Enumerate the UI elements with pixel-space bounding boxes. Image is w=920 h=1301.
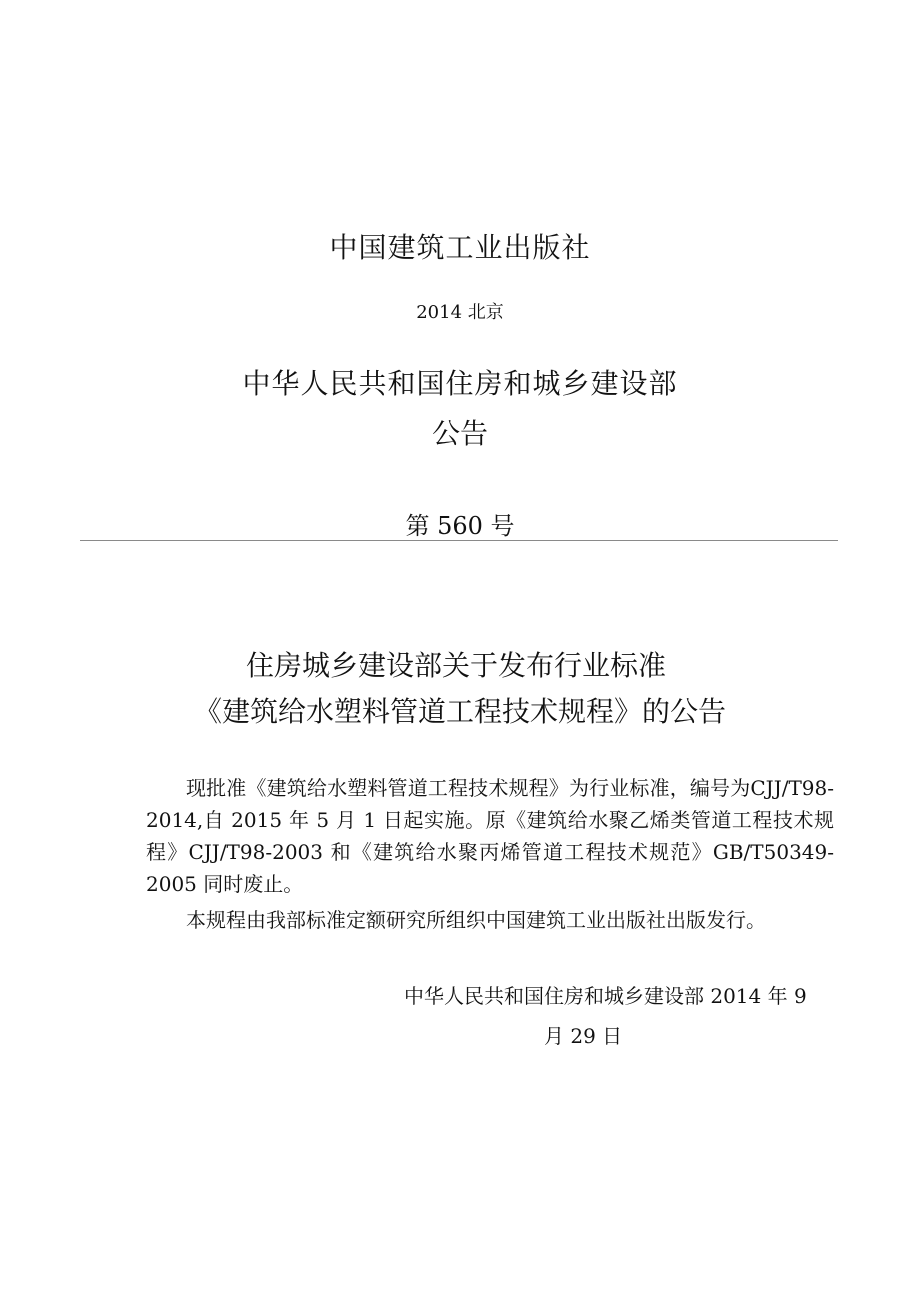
signature-line-1: 中华人民共和国住房和城乡建设部 2014 年 9 [404, 984, 807, 1008]
signature-line-2: 月 29 日 [544, 1024, 623, 1048]
announcement-label: 公告 [431, 417, 488, 450]
publisher-name: 中国建筑工业出版社 [329, 231, 591, 264]
horizontal-divider [80, 540, 838, 541]
body-paragraph-1: 现批准《建筑给水塑料管道工程技术规程》为行业标准，编号为CJJ/T98-2014,自 2015 年 5 月 1 日起实施。原《建筑给水聚乙烯类管道工程技术规程》CJJ/T98-2003 和《建筑给水聚丙烯管道工程技术规范》GB/T50349-2005 同时废止。 [146, 776, 834, 896]
signature-block [404, 976, 824, 1056]
announcement-body [146, 772, 834, 936]
announcement-number: 第 560 号 [405, 512, 515, 540]
announcement-title-line-1: 住房城乡建设部关于发布行业标准 [245, 649, 666, 682]
body-paragraph-2: 本规程由我部标准定额研究所组织中国建筑工业出版社出版发行。 [186, 908, 766, 932]
announcement-title-line-2: 《建筑给水塑料管道工程技术规程》的公告 [193, 695, 726, 728]
issuing-ministry: 中华人民共和国住房和城乡建设部 [242, 367, 678, 400]
publication-place-year: 2014 北京 [416, 302, 504, 323]
